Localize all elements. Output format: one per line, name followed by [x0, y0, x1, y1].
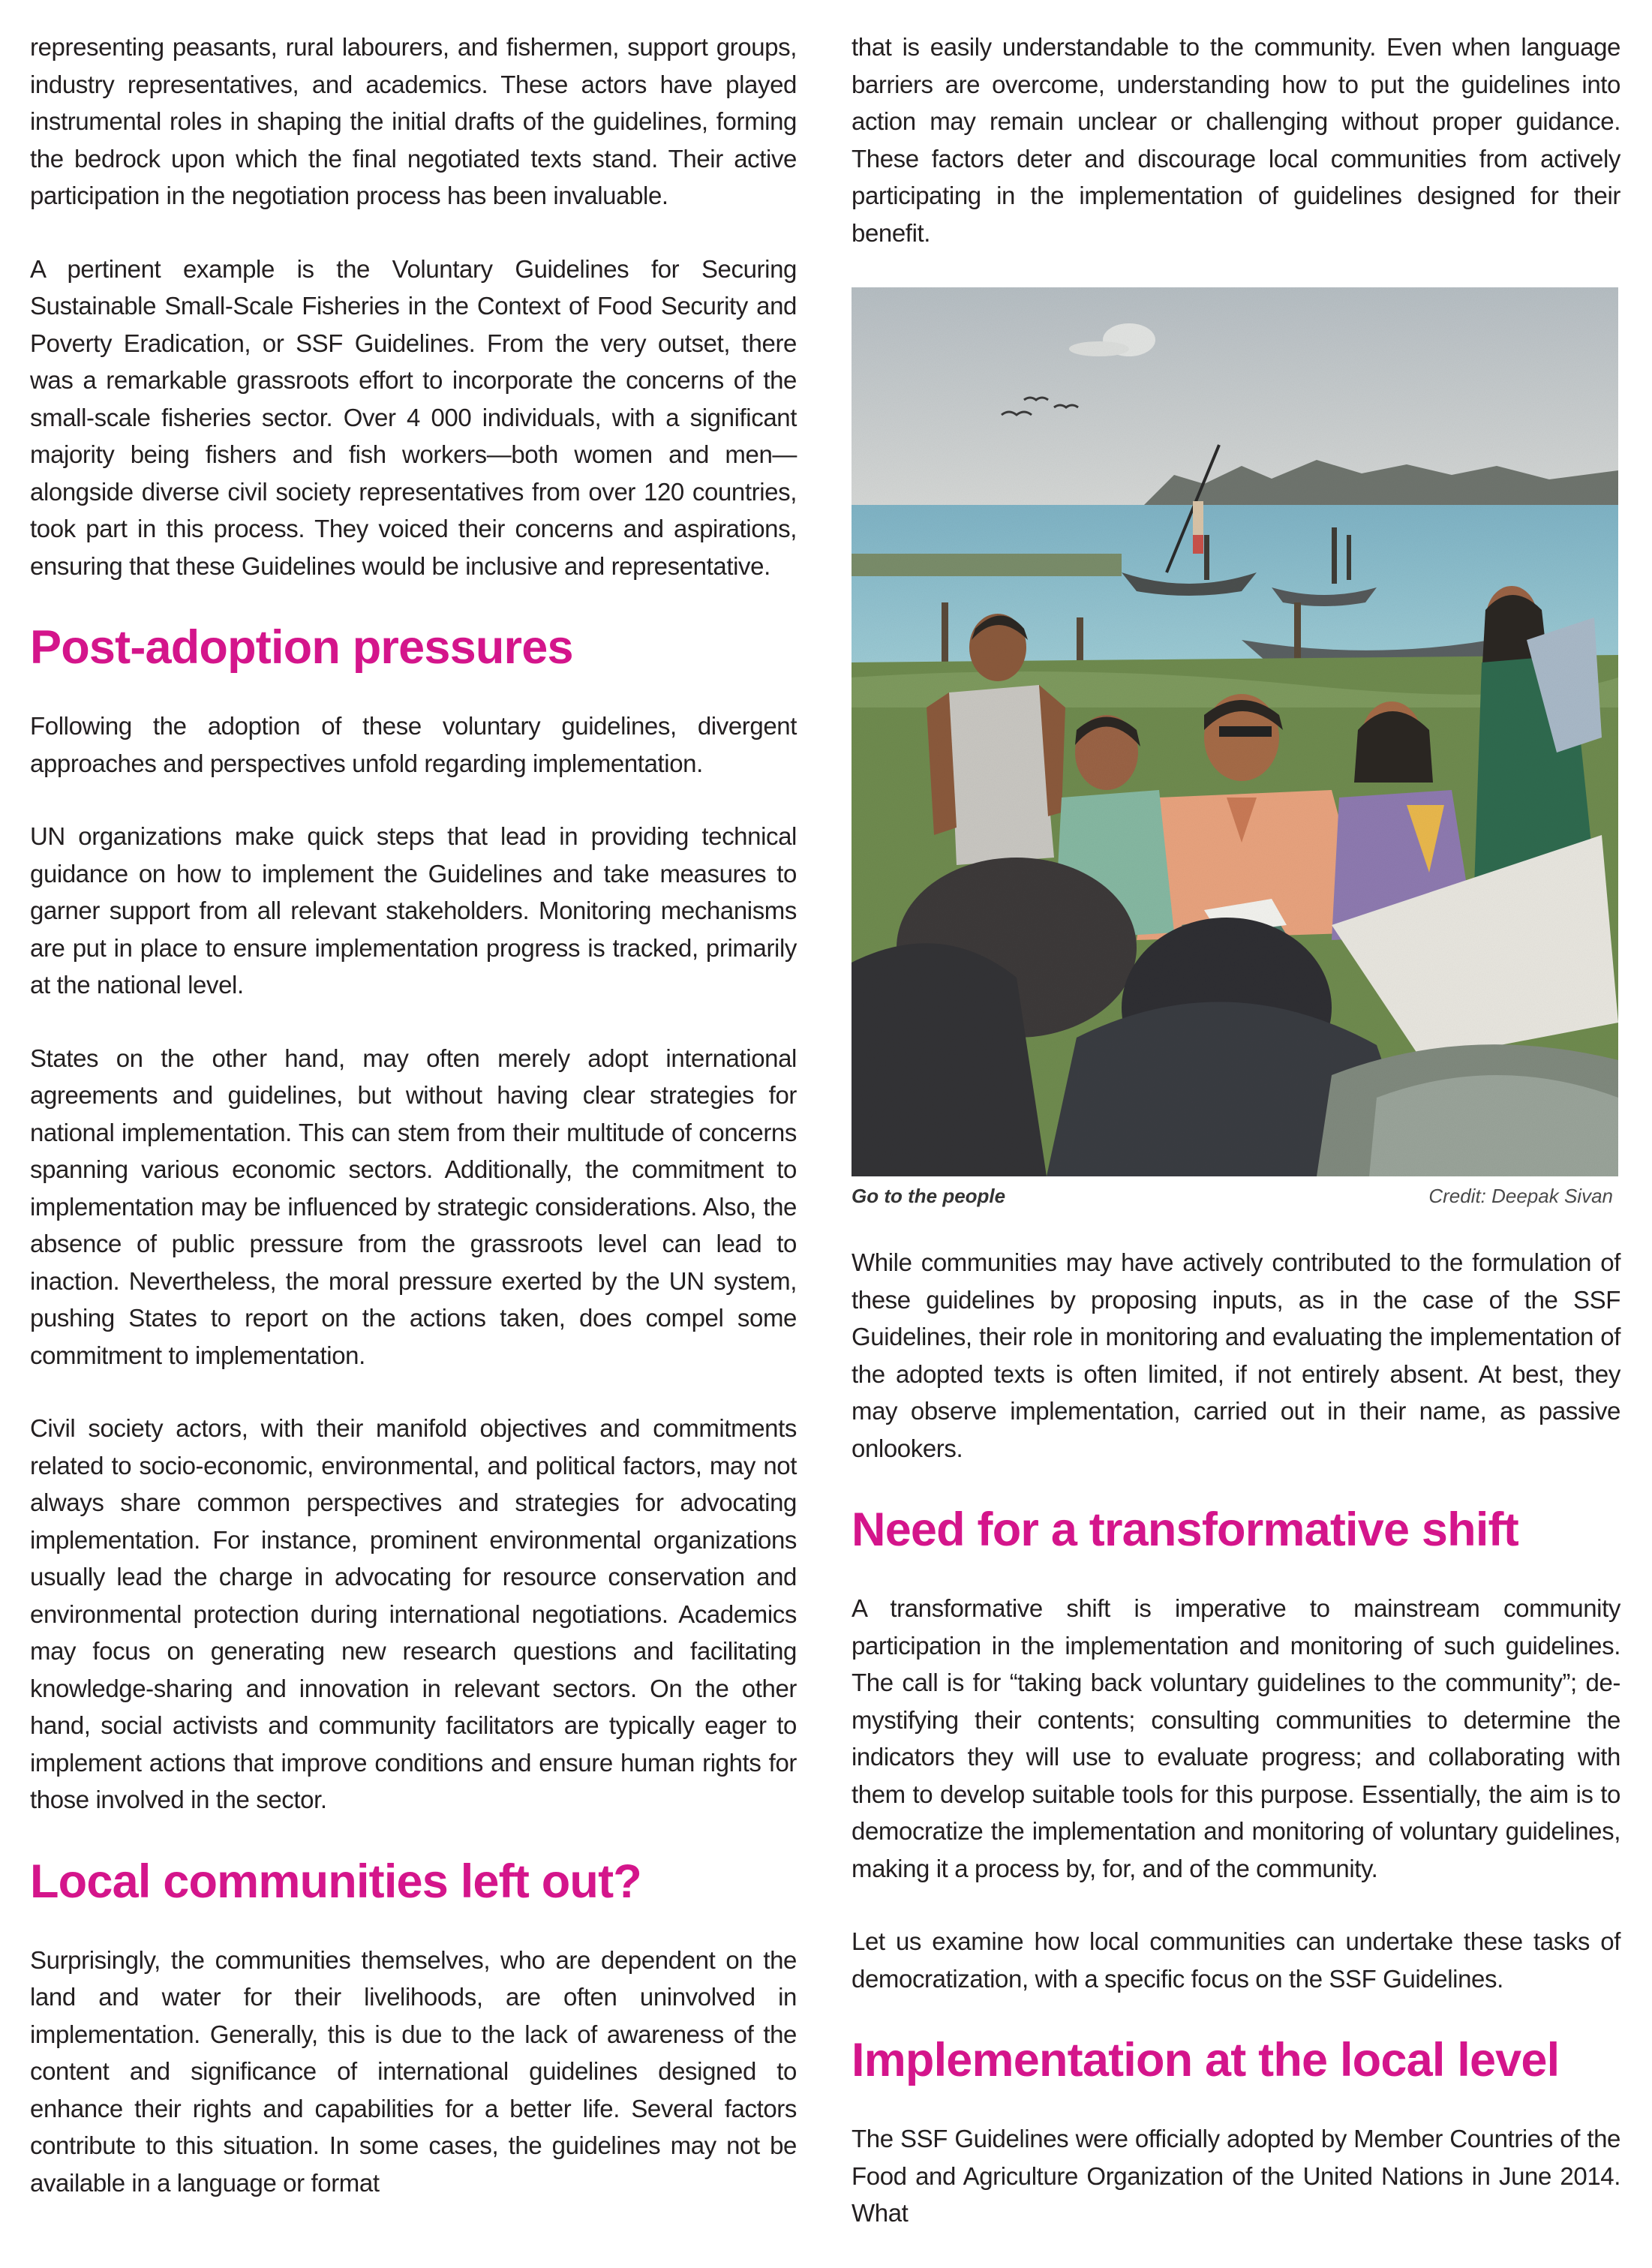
paragraph: A transformative shift is imperative to mainstream community participation in the implementation and monitoring of such guidelines. The call is for “taking back voluntary guidelines to the community”; de-mystifying their contents; consulting communities to determine the indicators they will use to evaluate progress; and collaborating with them to develop suitable tools for this purpose. Essentially, the aim is to democratize the implementation and monitoring of voluntary guidelines, making it a process by, for, and of the community. [852, 1594, 1620, 1882]
paragraph: Let us examine how local communities can undertake these tasks of democratization, with a specific focus on the SSF Guidelines. [852, 1927, 1620, 1993]
figure-credit: Credit: Deepak Sivan [1428, 1185, 1613, 1207]
figure-caption-row [852, 1182, 1620, 1209]
figure-caption: Go to the people [852, 1185, 1006, 1207]
paragraph: States on the other hand, may often merely adopt international agreements and guidelines, but without having clear strategies for national implementation. This can stem from their multitude of concerns spanning various economic sectors. Additionally, the commitment to implementation may be influenced by strategic considerations. Also, the absence of public pressure from the grassroots level can lead to inaction. Nevertheless, the moral pressure exerted by the UN system, pushing States to report on the actions taken, does compel some commitment to implementation. [30, 1044, 797, 1369]
right-column [852, 29, 1620, 2268]
paragraph: UN organizations make quick steps that lead in providing technical guidance on how to implement the Guidelines and take measures to garner support from all relevant stakeholders. Monitoring mechanisms are put in place to ensure implementation progress is tracked, primarily at the national level. [30, 822, 797, 999]
paragraph: While communities may have actively contributed to the formulation of these guidelines by proposing inputs, as in the case of the SSF Guidelines, their role in monitoring and evaluating the implementation of the adopted texts is often limited, if not entirely absent. At best, they may observe implementation, carried out in their name, as passive onlookers. [852, 1248, 1620, 1462]
illustration-svg [852, 287, 1618, 1176]
paragraph: A pertinent example is the Voluntary Guidelines for Securing Sustainable Small-Scale Fisheries in the Context of Food Security and Poverty Eradication, or SSF Guidelines. From the very outset, there was a remarkable grassroots effort to incorporate the concerns of the small-scale fisheries sector. Over 4 000 individuals, with a significant majority being fishers and fish workers—both women and men—alongside diverse civil society representatives from over 120 countries, took part in this process. They voiced their concerns and aspirations, ensuring that these Guidelines would be inclusive and representative. [30, 254, 797, 580]
paragraph: representing peasants, rural labourers, and fishermen, support groups, industry representatives, and academics. These actors have played instrumental roles in shaping the initial drafts of the guidelines, forming the bedrock upon which the final negotiated texts stand. Their active participation in the negotiation process has been invaluable. [30, 33, 797, 209]
paragraph: Civil society actors, with their manifold objectives and commitments related to socio-economic, environmental, and political factors, may not always share common perspectives and strategies for advocating implementation. For instance, prominent environmental organizations usually lead the charge in advocating for resource conservation and environmental protection during international negotiations. Academics may focus on generating new research questions and facilitating knowledge-sharing and innovation in relevant sectors. On the other hand, social activists and community facilitators are typically eager to implement actions that improve conditions and ensure human rights for those involved in the sector. [30, 1414, 797, 1813]
left-column [30, 29, 797, 2237]
paragraph: The SSF Guidelines were officially adopted by Member Countries of the Food and Agriculture Organization of the United Nations in June 2014. What [852, 2125, 1620, 2227]
section-heading: Local communities left out? [30, 1855, 641, 1908]
section-heading: Implementation at the local level [852, 2034, 1560, 2086]
illustration-go-to-the-people [852, 287, 1618, 1176]
section-heading: Need for a transformative shift [852, 1503, 1518, 1556]
section-heading: Post-adoption pressures [30, 621, 573, 674]
paragraph: Following the adoption of these voluntary guidelines, divergent approaches and perspectives unfold regarding implementation. [30, 712, 797, 777]
paragraph: that is easily understandable to the community. Even when language barriers are overcome, understanding how to put the guidelines into action may remain unclear or challenging without proper guidance. These factors deter and discourage local communities from actively participating in the implementation of guidelines designed for their benefit. [852, 33, 1620, 247]
paragraph: Surprisingly, the communities themselves, who are dependent on the land and water for their livelihoods, are often uninvolved in implementation. Generally, this is due to the lack of awareness of the content and significance of international guidelines designed to enhance their rights and capabilities for a better life. Several factors contribute to this situation. In some cases, the guidelines may not be available in a language or format [30, 1945, 797, 2197]
